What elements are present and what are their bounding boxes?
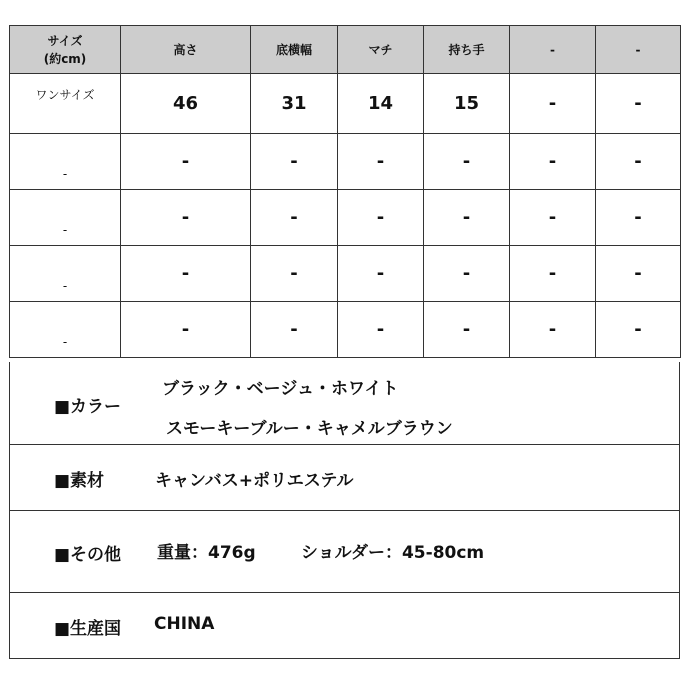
size-table-cell: - [338, 302, 424, 358]
size-table-header-cell: - [510, 26, 596, 74]
size-table-row-label: - [10, 190, 121, 246]
shoulder-value: ショルダー：45-80cm [301, 543, 485, 563]
size-table-cell: - [121, 134, 251, 190]
size-table [9, 25, 681, 358]
size-table-cell: - [251, 190, 338, 246]
size-table-cell: - [596, 246, 681, 302]
origin-section [9, 592, 680, 659]
weight-value: 重量：476g [157, 543, 256, 563]
size-table-cell: - [510, 74, 596, 134]
size-table-cell: - [596, 134, 681, 190]
size-table-cell: - [424, 302, 510, 358]
size-table-cell: - [510, 190, 596, 246]
size-table-cell: - [121, 246, 251, 302]
size-table-row [10, 134, 681, 190]
size-table-cell: - [510, 302, 596, 358]
size-table-cell: - [424, 134, 510, 190]
size-table-row-label: - [10, 246, 121, 302]
size-table-cell: 46 [121, 74, 251, 134]
size-table-cell: - [596, 302, 681, 358]
size-table-cell: - [424, 190, 510, 246]
size-table-cell: 14 [338, 74, 424, 134]
material-key: ■素材 [54, 471, 105, 491]
size-table-cell: - [596, 74, 681, 134]
size-table-header-row [10, 26, 681, 74]
size-table-cell: - [510, 246, 596, 302]
origin-key: ■生産国 [54, 619, 122, 639]
size-table-cell: - [338, 246, 424, 302]
size-table-cell: - [251, 246, 338, 302]
size-table-cell: - [424, 246, 510, 302]
size-table-header-cell: マチ [338, 26, 424, 74]
size-table-cell: - [338, 190, 424, 246]
color-section [9, 362, 680, 445]
size-table-cell: - [596, 190, 681, 246]
size-table-cell: - [251, 134, 338, 190]
size-table-row [10, 246, 681, 302]
size-table-cell: - [121, 302, 251, 358]
size-table-row [10, 190, 681, 246]
color-key: ■カラー [54, 397, 122, 417]
other-section [9, 510, 680, 593]
size-table-row-label: ワンサイズ [10, 74, 121, 134]
origin-value: CHINA [154, 614, 215, 634]
material-section [9, 444, 680, 511]
size-table-cell: - [251, 302, 338, 358]
color-line-2: スモーキーブルー・キャメルブラウン [166, 419, 453, 439]
size-table-row [10, 302, 681, 358]
size-table-header-cell: 高さ [121, 26, 251, 74]
size-table-row-label: - [10, 134, 121, 190]
size-table-header-cell: - [596, 26, 681, 74]
material-value: キャンバス+ポリエステル [155, 471, 354, 491]
size-table-cell: - [121, 190, 251, 246]
size-table-header-cell: サイズ (約cm) [10, 26, 121, 74]
size-table-cell: 15 [424, 74, 510, 134]
color-line-1: ブラック・ベージュ・ホワイト [162, 379, 399, 399]
size-table-header-cell: 底横幅 [251, 26, 338, 74]
size-table-cell: - [510, 134, 596, 190]
size-table-cell: 31 [251, 74, 338, 134]
product-spec-sheet [9, 25, 680, 660]
size-table-row [10, 74, 681, 134]
size-table-row-label: - [10, 302, 121, 358]
other-key: ■その他 [54, 545, 122, 565]
size-table-cell: - [338, 134, 424, 190]
size-table-header-cell: 持ち手 [424, 26, 510, 74]
